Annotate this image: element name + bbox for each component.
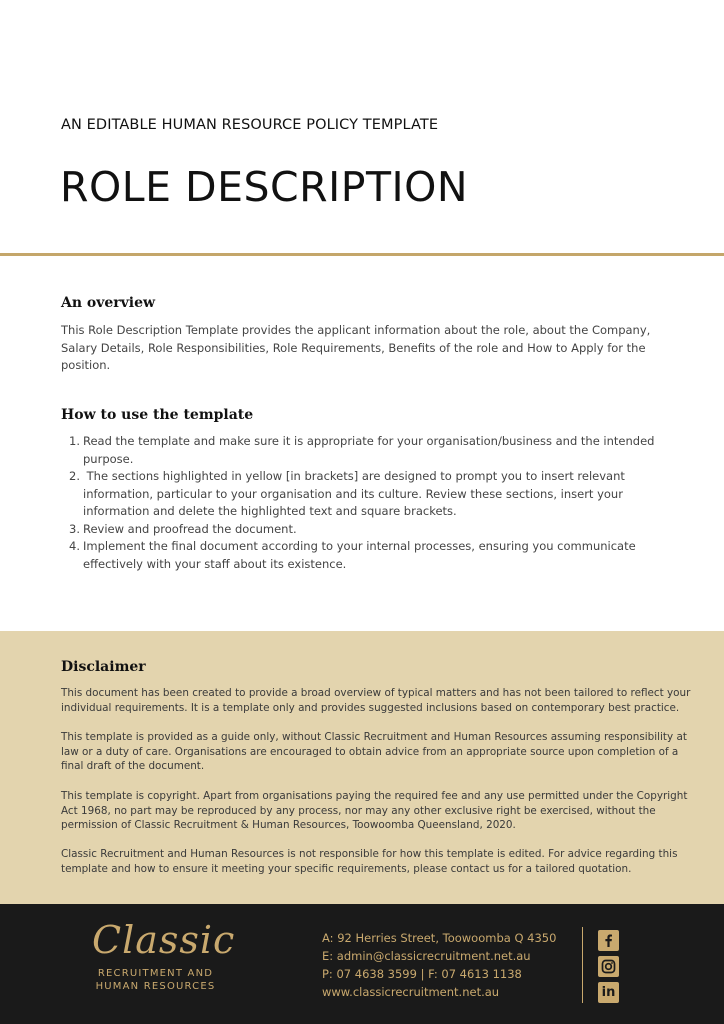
list-item	[61, 538, 661, 573]
instagram-icon[interactable]	[598, 956, 619, 977]
disclaimer-paragraph: This template is provided as a guide only, without Classic Recruitment and Human Resources assuming responsibility at law or a duty of care. Organisations are encouraged to obtain advice from an appropriate source upon completion of a final draft of the document.	[61, 731, 687, 772]
page-title: ROLE DESCRIPTION	[60, 163, 469, 211]
facebook-icon[interactable]	[598, 930, 619, 951]
how-to-heading: How to use the template	[61, 407, 254, 423]
step-text: The sections highlighted in yellow [in brackets] are designed to prompt you to insert relevant information, particular to your organisation and its culture. Review these sections, insert your information and delete the highlighted text and square brackets.	[83, 469, 629, 518]
logo-tagline-line2: HUMAN RESOURCES	[95, 980, 216, 992]
overview-heading: An overview	[61, 295, 156, 311]
company-logo-tagline	[83, 968, 228, 993]
list-item	[61, 468, 661, 521]
disclaimer-heading: Disclaimer	[61, 659, 146, 675]
how-to-steps	[61, 433, 661, 573]
document-supertitle: AN EDITABLE HUMAN RESOURCE POLICY TEMPLATE	[61, 117, 439, 133]
footer-divider	[582, 927, 583, 1003]
step-number: 1.	[69, 434, 80, 448]
step-number: 2.	[69, 469, 80, 483]
list-item	[61, 521, 661, 539]
step-number: 3.	[69, 521, 80, 536]
contact-details	[322, 929, 556, 1001]
website-link[interactable]: www.classicrecruitment.net.au	[322, 985, 500, 999]
step-text: Implement the final document according to your internal processes, ensuring you communicate effectively with your staff about its existence.	[83, 539, 636, 571]
overview-text: This Role Description Template provides the applicant information about the role, about the Company, Salary Details, Role Responsibilities, Role Requirements, Benefits of the role and How to Apply for the position.	[61, 323, 651, 372]
phone-fax-text: P: 07 4638 3599 | F: 07 4613 1138	[322, 967, 522, 981]
step-text: Review and proofread the document.	[83, 521, 297, 536]
step-number: 4.	[69, 539, 80, 553]
logo-tagline-line1: RECRUITMENT AND	[97, 968, 214, 979]
company-logo-wordmark: Classic	[92, 918, 236, 962]
disclaimer-paragraph: This document has been created to provide a broad overview of typical matters and has not been tailored to reflect your individual requirements. It is a template only and provides suggested inclusions based on contemporary best practice.	[61, 687, 691, 714]
gold-divider	[0, 253, 724, 256]
linkedin-icon[interactable]: in	[598, 982, 619, 1003]
list-item	[61, 433, 661, 468]
disclaimer-paragraph: This template is copyright. Apart from organisations paying the required fee and any use permitted under the Copyright Act 1968, no part may be reproduced by any process, nor may any other exclusive right be exercised, without the permission of Classic Recruitment & Human Resources, Toowoomba Queensland, 2020.	[61, 790, 688, 831]
email-link[interactable]: E: admin@classicrecruitment.net.au	[322, 949, 531, 963]
address-text: A: 92 Herries Street, Toowoomba Q 4350	[322, 931, 557, 945]
step-text: Read the template and make sure it is appropriate for your organisation/business and the intended purpose.	[83, 434, 655, 466]
disclaimer-paragraph: Classic Recruitment and Human Resources is not responsible for how this template is edited. For advice regarding this template and how to ensure it meeting your specific requirements, please contact us for a tailored quotation.	[61, 848, 678, 875]
